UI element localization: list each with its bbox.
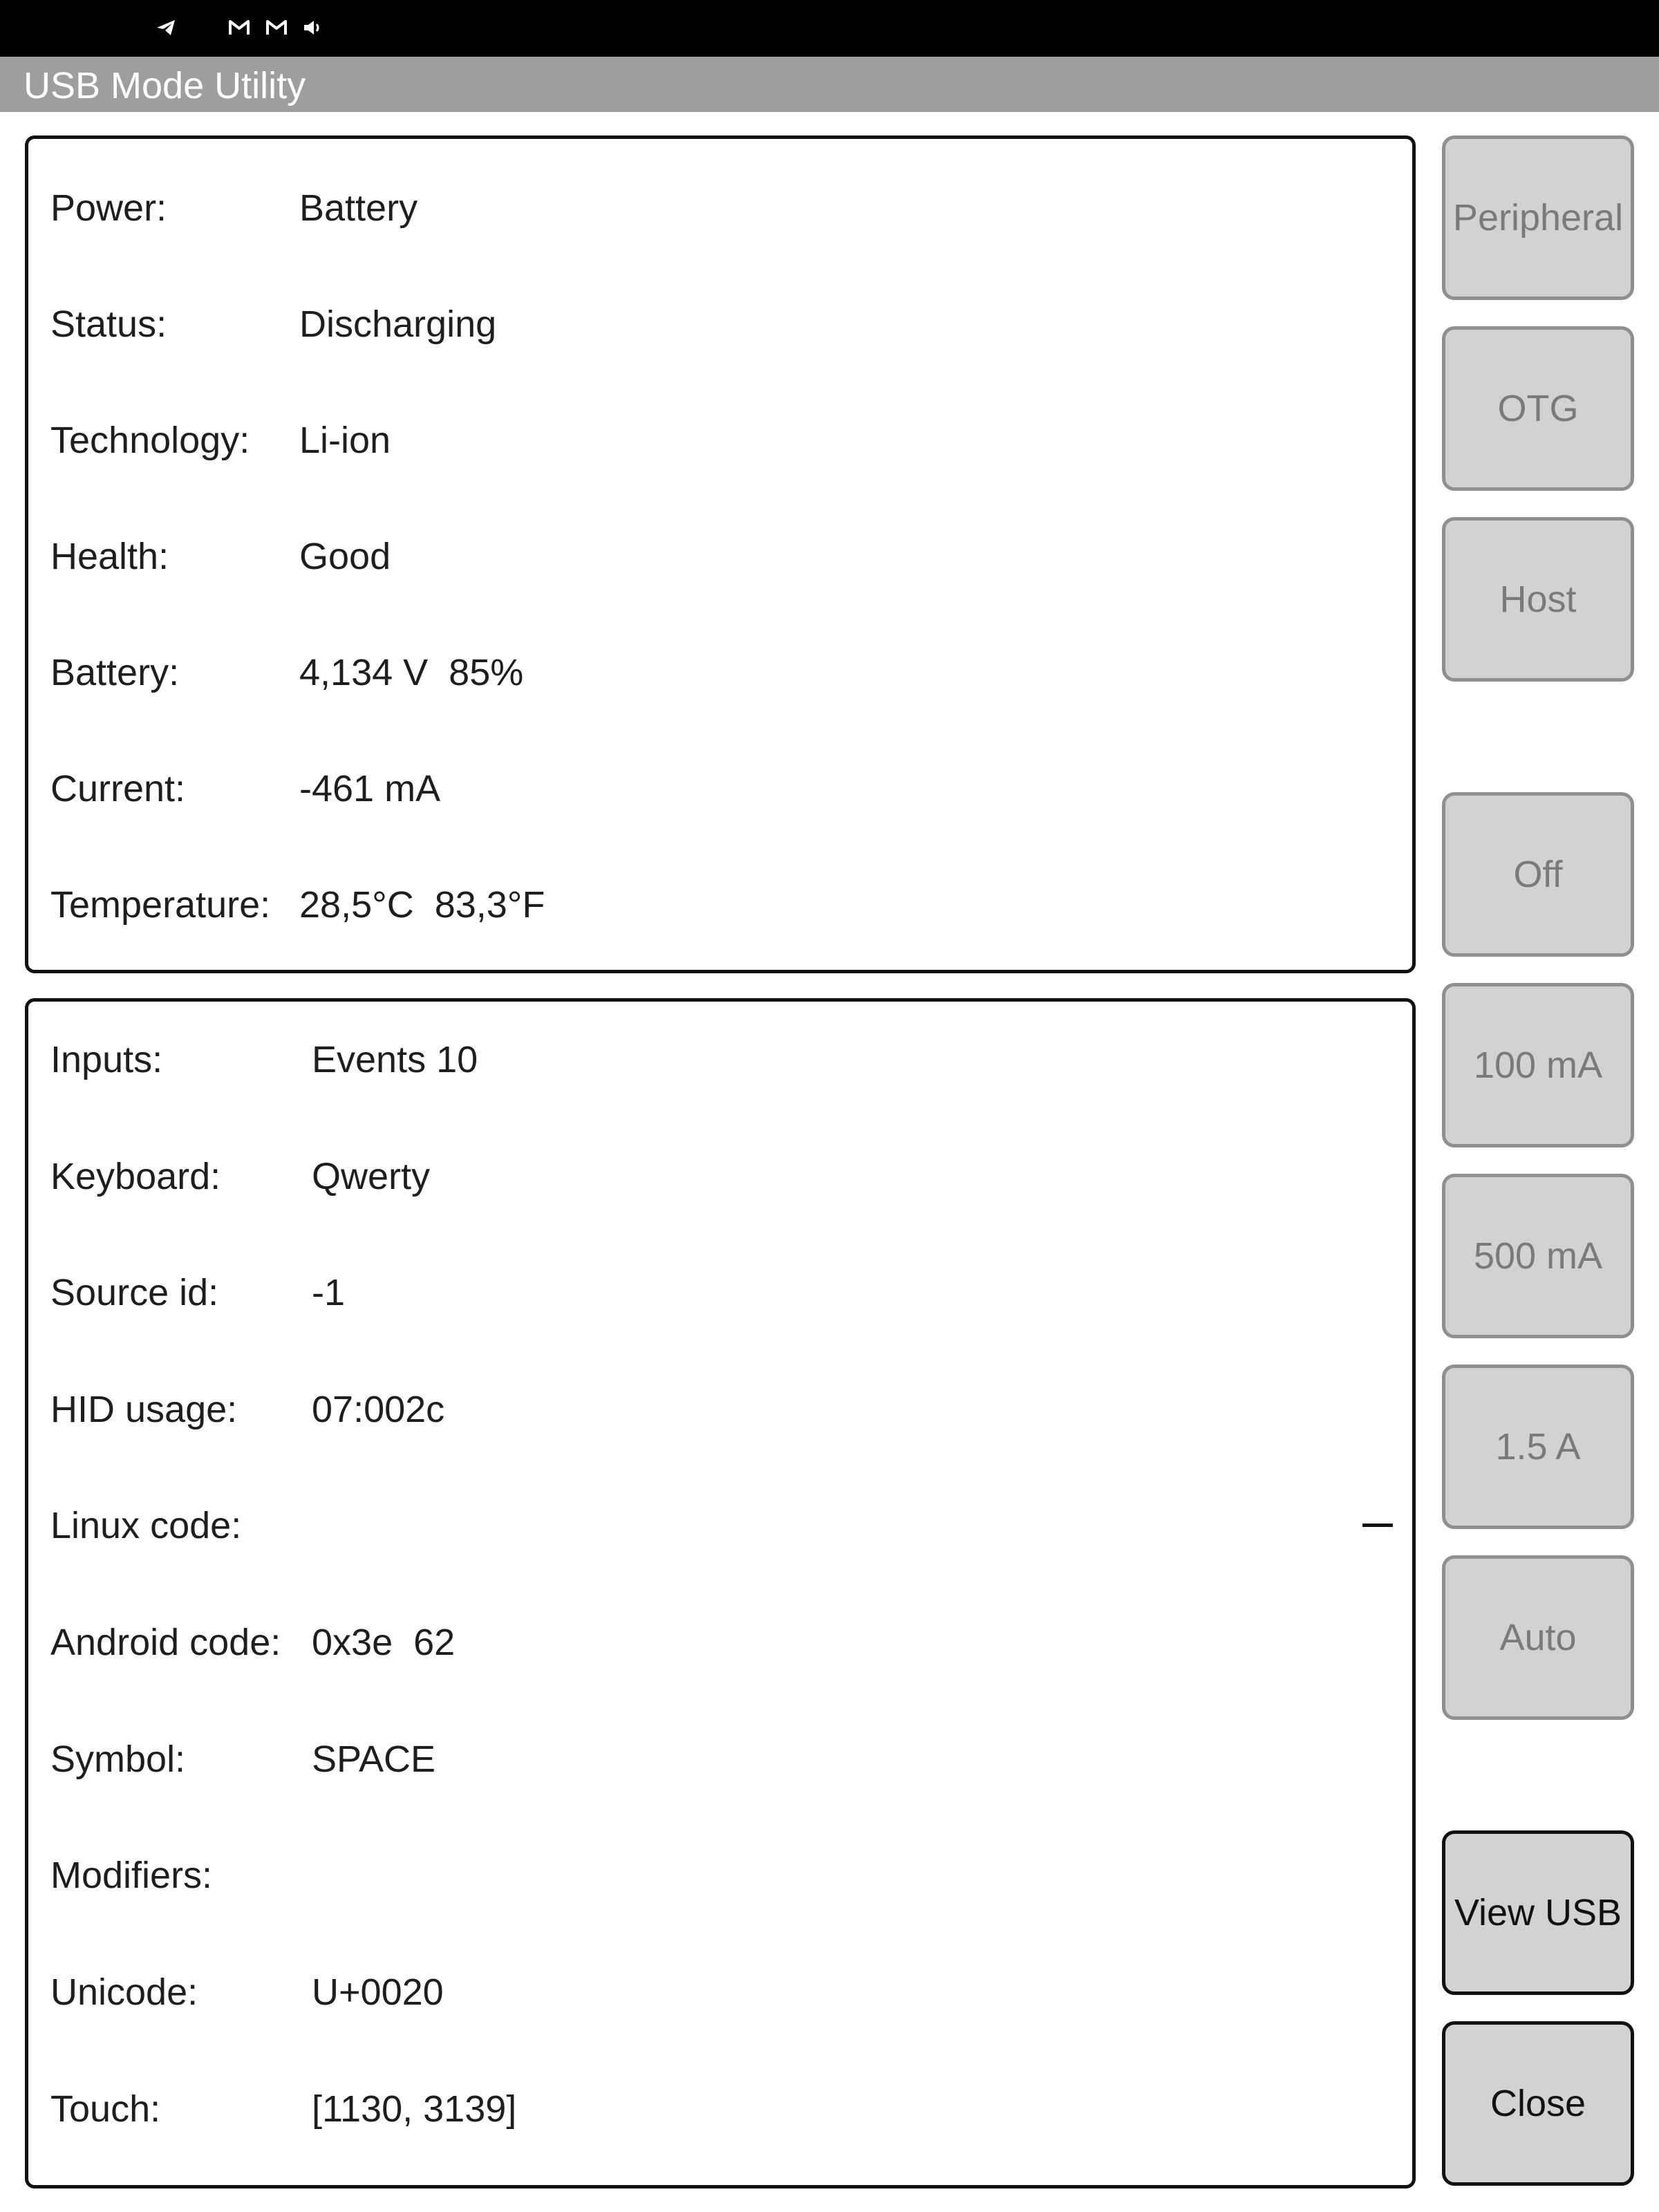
battery-value: 4,134 V 85% <box>299 652 524 693</box>
source-id-label: Source id: <box>50 1272 219 1313</box>
keyboard-label: Keyboard: <box>50 1156 221 1197</box>
power-label: Power: <box>50 187 167 229</box>
touch-label: Touch: <box>50 2088 161 2130</box>
input-info-panel <box>25 998 1416 2188</box>
status-bar <box>0 0 1659 57</box>
battery-label: Battery: <box>50 652 180 693</box>
source-id-value: -1 <box>312 1272 346 1313</box>
unicode-value: U+0020 <box>312 1971 444 2013</box>
500ma-button[interactable]: 500 mA <box>1442 1174 1634 1338</box>
symbol-row <box>28 1725 1412 1794</box>
temperature-row <box>28 870 1412 939</box>
unicode-label: Unicode: <box>50 1971 198 2013</box>
telegram-icon <box>153 15 178 40</box>
inputs-value: Events 10 <box>312 1039 478 1080</box>
keyboard-row <box>28 1142 1412 1211</box>
current-row <box>28 754 1412 823</box>
technology-value: Li-ion <box>299 420 391 461</box>
status-row <box>28 290 1412 359</box>
modifiers-row <box>28 1841 1412 1910</box>
otg-button[interactable]: OTG <box>1442 326 1634 491</box>
linux-code-label: Linux code: <box>50 1505 242 1546</box>
android-code-label: Android code: <box>50 1622 281 1663</box>
temperature-value: 28,5°C 83,3°F <box>299 884 545 926</box>
title-bar <box>0 57 1659 112</box>
1-5a-button[interactable]: 1.5 A <box>1442 1365 1634 1529</box>
temperature-label: Temperature: <box>50 884 271 926</box>
keyboard-value: Qwerty <box>312 1156 431 1197</box>
app-title: USB Mode Utility <box>24 65 306 106</box>
android-code-value: 0x3e 62 <box>312 1622 456 1663</box>
source-id-row <box>28 1258 1412 1327</box>
power-info-panel <box>25 135 1416 973</box>
view-usb-button[interactable]: View USB <box>1442 1830 1634 1995</box>
gmail-icon <box>227 15 252 40</box>
linux-code-dash <box>1362 1524 1393 1527</box>
current-label: Current: <box>50 768 186 809</box>
inputs-row <box>28 1025 1412 1094</box>
host-button[interactable]: Host <box>1442 517 1634 682</box>
hid-usage-row <box>28 1375 1412 1444</box>
linux-code-row <box>28 1491 1412 1560</box>
health-row <box>28 522 1412 591</box>
modifiers-label: Modifiers: <box>50 1855 213 1896</box>
touch-value: [1130, 3139] <box>312 2088 517 2130</box>
health-value: Good <box>299 536 391 577</box>
gmail-icon <box>264 15 289 40</box>
technology-label: Technology: <box>50 420 250 461</box>
unicode-row <box>28 1958 1412 2027</box>
current-value: -461 mA <box>299 768 441 809</box>
symbol-label: Symbol: <box>50 1738 186 1780</box>
power-row <box>28 174 1412 243</box>
battery-row <box>28 638 1412 707</box>
health-label: Health: <box>50 536 169 577</box>
off-button[interactable]: Off <box>1442 792 1634 957</box>
power-value: Battery <box>299 187 418 229</box>
status-value: Discharging <box>299 303 497 345</box>
hid-usage-value: 07:002c <box>312 1389 445 1430</box>
status-label: Status: <box>50 303 167 345</box>
peripheral-button[interactable]: Peripheral <box>1442 135 1634 300</box>
volume-icon <box>300 15 325 40</box>
symbol-value: SPACE <box>312 1738 436 1780</box>
close-button[interactable]: Close <box>1442 2021 1634 2186</box>
hid-usage-label: HID usage: <box>50 1389 238 1430</box>
auto-button[interactable]: Auto <box>1442 1555 1634 1720</box>
technology-row <box>28 406 1412 475</box>
android-code-row <box>28 1608 1412 1677</box>
100ma-button[interactable]: 100 mA <box>1442 983 1634 1147</box>
inputs-label: Inputs: <box>50 1039 163 1080</box>
touch-row <box>28 2074 1412 2144</box>
